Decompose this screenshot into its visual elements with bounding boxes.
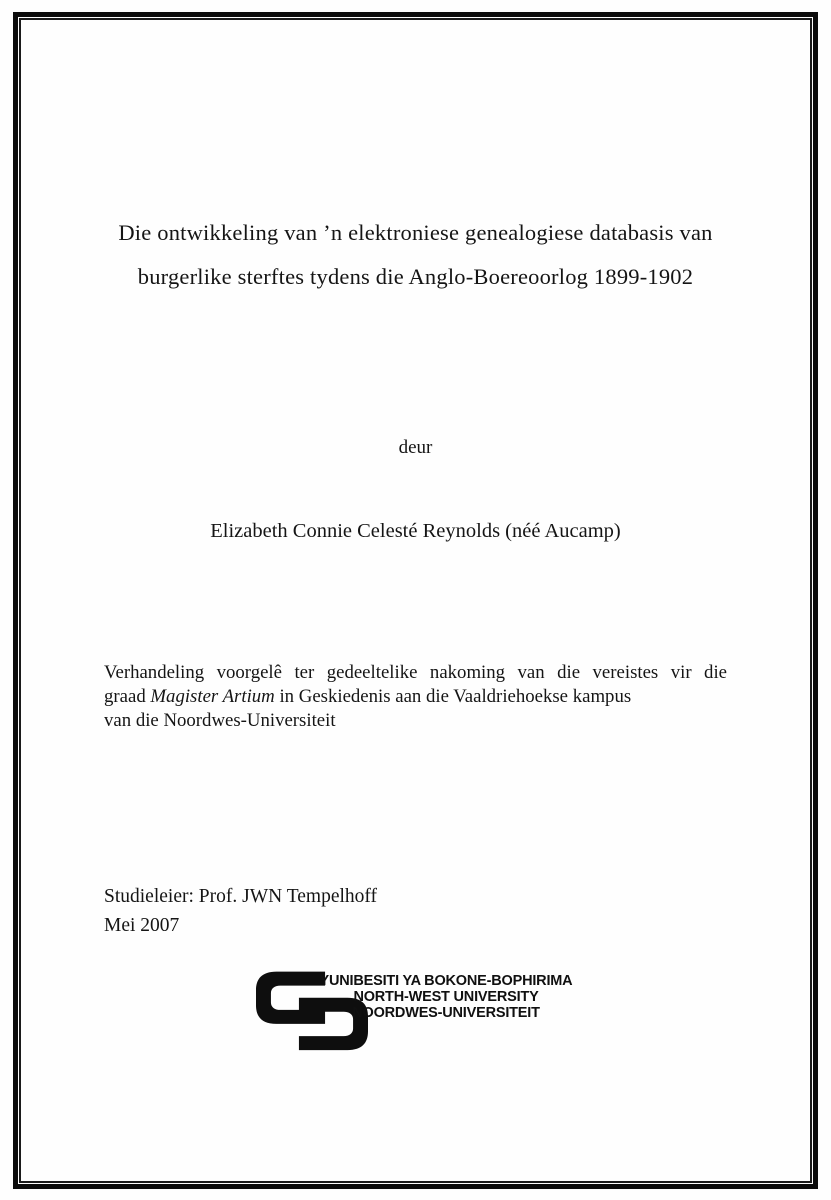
university-logo xyxy=(256,966,588,1058)
statement-line2 xyxy=(104,685,727,709)
statement-line1: Verhandeling voorgelê ter gedeeltelike nakoming van die vereistes vir die xyxy=(104,662,727,683)
date-line: Mei 2007 xyxy=(104,914,180,936)
thesis-title xyxy=(55,211,776,299)
thesis-title-line1: Die ontwikkeling van ’n elektroniese genealogiese databasis van xyxy=(118,220,713,245)
degree-name: Magister Artium xyxy=(150,686,275,707)
byline: deur xyxy=(398,437,433,458)
statement-line2-pre: graad xyxy=(104,686,151,707)
supervisor-block xyxy=(104,883,377,940)
logo-line-setswana: YUNIBESITI YA BOKONE-BOPHIRIMA xyxy=(319,973,573,989)
supervisor-line: Studieleier: Prof. JWN Tempelhoff xyxy=(104,886,378,907)
statement-line2-post: in Geskiedenis aan die Vaaldriehoekse kampus xyxy=(274,686,632,707)
logo-line-english: NORTH-WEST UNIVERSITY xyxy=(353,988,539,1005)
university-logo-text xyxy=(318,974,574,1021)
logo-line-afrikaans: NOORDWES-UNIVERSITEIT xyxy=(352,1004,540,1021)
thesis-statement xyxy=(104,661,727,733)
author-name: Elizabeth Connie Celesté Reynolds (néé Aucamp) xyxy=(210,520,621,542)
thesis-title-line2: burgerlike sterftes tydens die Anglo-Boereoorlog 1899-1902 xyxy=(137,264,694,289)
statement-line3: van die Noordwes-Universiteit xyxy=(104,710,336,731)
